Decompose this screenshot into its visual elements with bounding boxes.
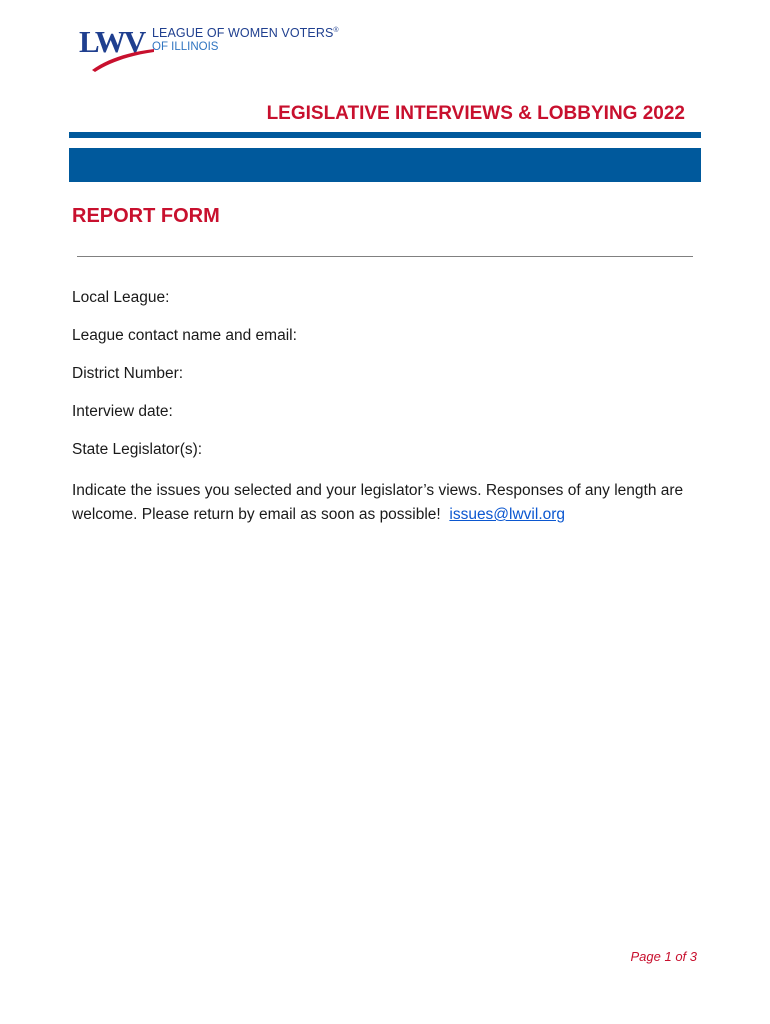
instructions-text (72, 479, 712, 527)
header-rule-thin (69, 132, 701, 138)
instructions-body: Indicate the issues you selected and your legislator’s views. Responses of any length are welcome. Please return by email as soon as possible! (72, 482, 684, 523)
document-title: LEGISLATIVE INTERVIEWS & LOBBYING 2022 (266, 103, 685, 124)
lwv-logo (78, 22, 339, 74)
email-link[interactable]: issues@lwvil.org (449, 506, 566, 523)
logo-wordmark-line1: LEAGUE OF WOMEN VOTERS® (152, 26, 339, 41)
form-divider (77, 256, 693, 257)
field-interview-date[interactable]: Interview date: (72, 403, 173, 420)
logo-wordmark-line2: OF ILLINOIS (152, 41, 219, 54)
lwv-logo-letters: LWV (79, 24, 145, 59)
page-number: Page 1 of 3 (630, 949, 697, 964)
logo-wordmark (152, 24, 339, 54)
registered-mark: ® (333, 27, 339, 34)
field-district-number[interactable]: District Number: (72, 365, 184, 382)
header-band (69, 148, 701, 182)
lwv-logo-mark (78, 22, 154, 74)
field-contact-name-email[interactable]: League contact name and email: (72, 327, 297, 344)
form-title: REPORT FORM (72, 205, 220, 227)
field-local-league[interactable]: Local League: (72, 289, 170, 306)
field-state-legislators[interactable]: State Legislator(s): (72, 441, 203, 458)
